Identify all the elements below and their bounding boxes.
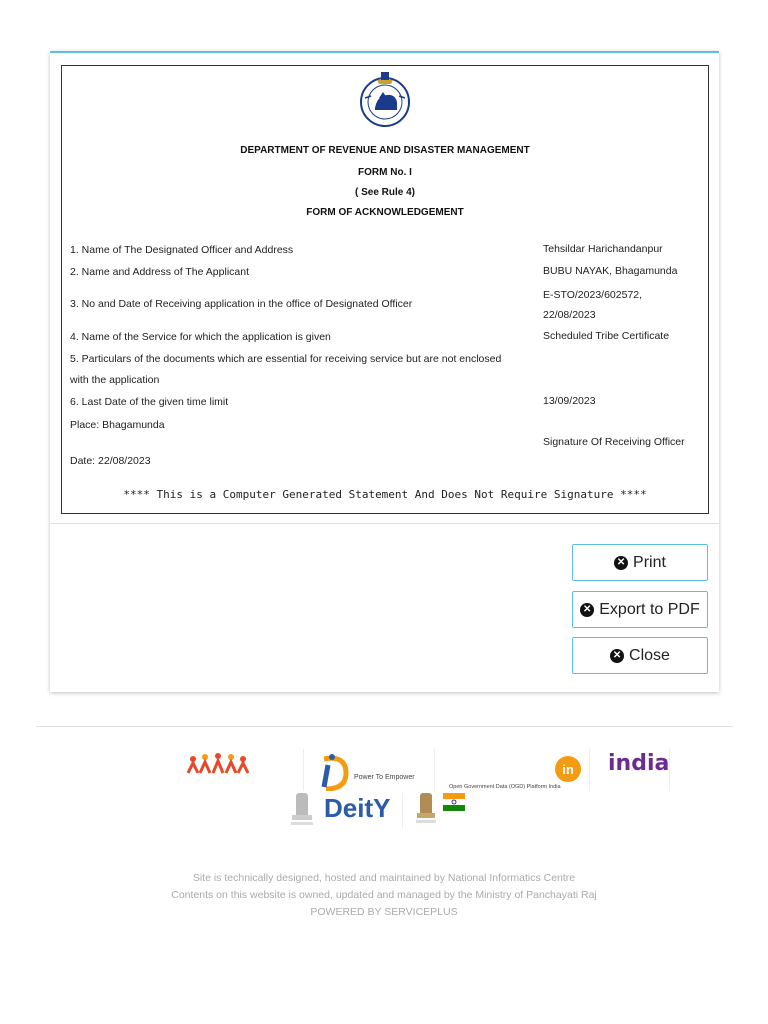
export-pdf-button[interactable] [572,591,708,628]
row-application-number-value: E-STO/2023/602572, [543,289,643,301]
page-divider [36,726,733,727]
india-flag-icon [443,793,465,811]
acknowledgement-form [61,65,709,514]
row-service-value: Scheduled Tribe Certificate [543,330,670,342]
export-pdf-button-label: Export to PDF [599,600,700,618]
ashoka-emblem-right-icon [414,789,438,827]
digital-india-d-icon [316,751,352,791]
row-last-date-label: 6. Last Date of the given time limit [70,396,229,408]
card-divider [50,523,719,524]
row-application-number-label: 3. No and Date of Receiving application in the office of Designated Officer [70,298,413,310]
ashoka-emblem-left-icon [285,789,319,827]
india-gov-text: india [608,751,670,776]
form-number: FORM No. I [358,167,412,178]
place-text: Place: Bhagamunda [70,419,165,431]
computer-generated-note: **** This is a Computer Generated Statement And Does Not Require Signature **** [123,488,647,501]
print-button[interactable] [572,544,708,581]
print-icon: ✕ [614,556,628,570]
export-icon: ✕ [580,603,594,617]
site-credits [0,870,768,921]
power-to-empower-text: Power To Empower [354,774,415,781]
row-applicant-value: BUBU NAYAK, Bhagamunda [543,265,678,277]
credits-line-ministry: Contents on this website is owned, updated and managed by the Ministry of Panchayati Raj [171,889,597,901]
row-application-date-value: 22/08/2023 [543,309,596,321]
signature-text: Signature Of Receiving Officer [543,436,685,448]
ogd-logo[interactable] [445,749,590,791]
odisha-emblem-icon [357,68,413,128]
close-icon: ✕ [610,649,624,663]
logo-separator [402,793,403,829]
india-gov-logo[interactable] [606,749,670,791]
close-button-label: Close [629,646,670,664]
row-designated-officer-label: 1. Name of The Designated Officer and Address [70,244,294,256]
print-button-label: Print [633,553,666,571]
row-applicant-label: 2. Name and Address of The Applicant [70,266,250,278]
row-documents-label-line2: with the application [70,374,160,386]
form-rule: ( See Rule 4) [354,187,416,198]
deity-logo-text[interactable]: DeitY [324,793,391,823]
people-logo-icon[interactable] [187,753,249,775]
credits-line-nic: Site is technically designed, hosted and maintained by National Informatics Centre [192,872,576,884]
row-last-date-value: 13/09/2023 [543,395,596,407]
close-button[interactable] [572,637,708,674]
ogd-in-badge-text: in [562,762,574,777]
credits-line-powered: POWERED BY SERVICEPLUS [310,906,458,918]
ogd-in-badge-icon [554,755,582,783]
form-title: FORM OF ACKNOWLEDGEMENT [306,207,464,218]
row-documents-label-line1: 5. Particulars of the documents which are essential for receiving service but are not enclosed [70,353,502,365]
date-text: Date: 22/08/2023 [70,455,151,467]
department-heading: DEPARTMENT OF REVENUE AND DISASTER MANAGEMENT [240,145,530,156]
digital-india-logo[interactable] [303,749,435,791]
ogd-text: Open Government Data (OGD) Platform India [449,784,561,790]
row-service-label: 4. Name of the Service for which the application is given [70,331,331,343]
partner-logos [0,745,768,835]
row-designated-officer-value: Tehsildar Harichandanpur [543,243,663,255]
acknowledgement-card [50,51,719,692]
